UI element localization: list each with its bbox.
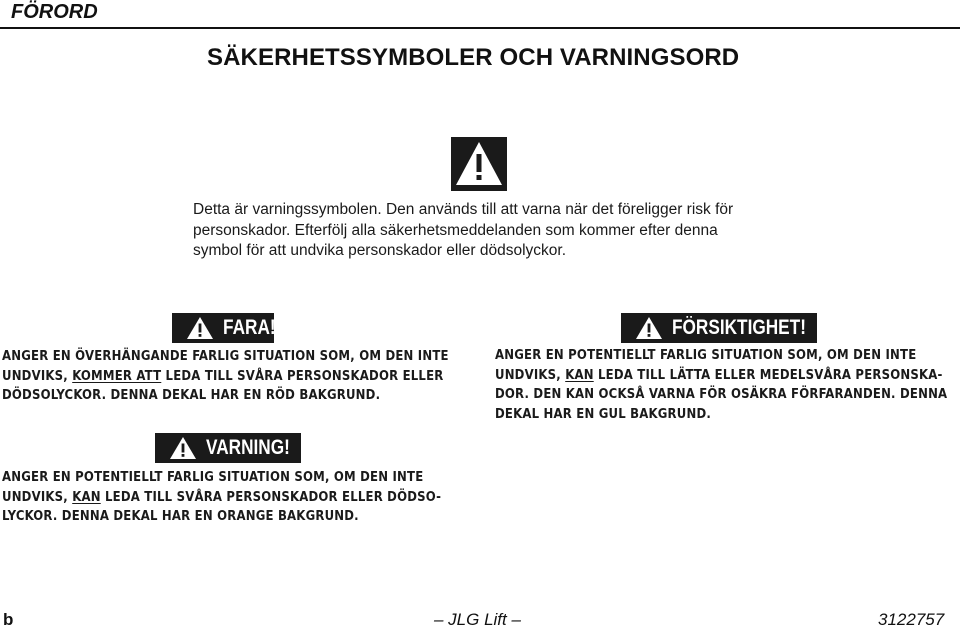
caution-emphasis: KAN	[565, 367, 594, 383]
footer-publisher: – JLG Lift –	[434, 610, 521, 629]
danger-line: ANGER EN ÖVERHÄNGANDE FARLIG SITUATION SOM, OM DEN INTE	[2, 349, 449, 364]
intro-line: Detta är varningssymbolen. Den används till att varna när det föreligger risk för	[193, 201, 734, 218]
danger-line-pre: UNDVIKS,	[2, 368, 73, 384]
caution-line	[495, 366, 947, 386]
caution-line: DOR. DEN KAN OCKSÅ VARNA FÖR OSÄKRA FÖRFARANDEN. DENNA	[495, 387, 948, 402]
warning-signal-word-sign	[155, 433, 301, 463]
page-title: SÄKERHETSSYMBOLER OCH VARNINGSORD	[207, 44, 740, 71]
warning-line-pre: UNDVIKS,	[2, 489, 73, 505]
intro-line: personskador. Efterfölj alla säkerhetsmeddelanden som kommer efter denna	[193, 221, 718, 239]
warning-signal-word: VARNING!	[206, 436, 290, 459]
caution-line: ANGER EN POTENTIELLT FARLIG SITUATION SOM, OM DEN INTE	[495, 348, 917, 363]
warning-line-post: LEDA TILL SVÅRA PERSONSKADOR ELLER DÖDSO-	[100, 489, 442, 505]
footer-page-number: b	[3, 610, 14, 629]
header-rule	[0, 27, 960, 29]
danger-description	[2, 347, 449, 406]
caution-line-pre: UNDVIKS,	[495, 367, 566, 383]
caution-line-post: LEDA TILL LÄTTA ELLER MEDELSVÅRA PERSONSKA-	[593, 367, 943, 383]
caution-line: DEKAL HAR EN GUL BAKGRUND.	[495, 406, 711, 422]
warning-emphasis: KAN	[72, 489, 101, 505]
danger-line: DÖDSOLYCKOR. DENNA DEKAL HAR EN RÖD BAKGRUND.	[2, 388, 381, 403]
warning-line: ANGER EN POTENTIELLT FARLIG SITUATION SOM, OM DEN INTE	[2, 470, 424, 485]
danger-signal-word: FARA!	[223, 316, 276, 339]
safety-alert-symbol	[451, 137, 507, 191]
caution-signal-word: FÖRSIKTIGHET!	[672, 316, 806, 339]
warning-triangle-icon	[451, 137, 507, 191]
warning-line: LYCKOR. DENNA DEKAL HAR EN ORANGE BAKGRUND.	[2, 509, 359, 524]
danger-line-post: LEDA TILL SVÅRA PERSONSKADOR ELLER	[161, 368, 444, 384]
warning-line	[2, 488, 441, 508]
intro-line: symbol för att undvika personskador eller dödsolyckor.	[193, 242, 567, 259]
section-header-label: FÖRORD	[11, 1, 98, 23]
intro-paragraph	[193, 200, 793, 262]
caution-signal-word-sign	[621, 313, 817, 343]
warning-triangle-icon	[186, 316, 214, 340]
danger-signal-word-sign	[172, 313, 274, 343]
warning-triangle-icon	[635, 316, 663, 340]
warning-description	[2, 468, 441, 527]
caution-description	[495, 346, 947, 424]
footer-document-number: 3122757	[878, 610, 945, 629]
warning-triangle-icon	[169, 436, 197, 460]
danger-emphasis: KOMMER ATT	[72, 368, 162, 384]
danger-line	[2, 367, 449, 387]
